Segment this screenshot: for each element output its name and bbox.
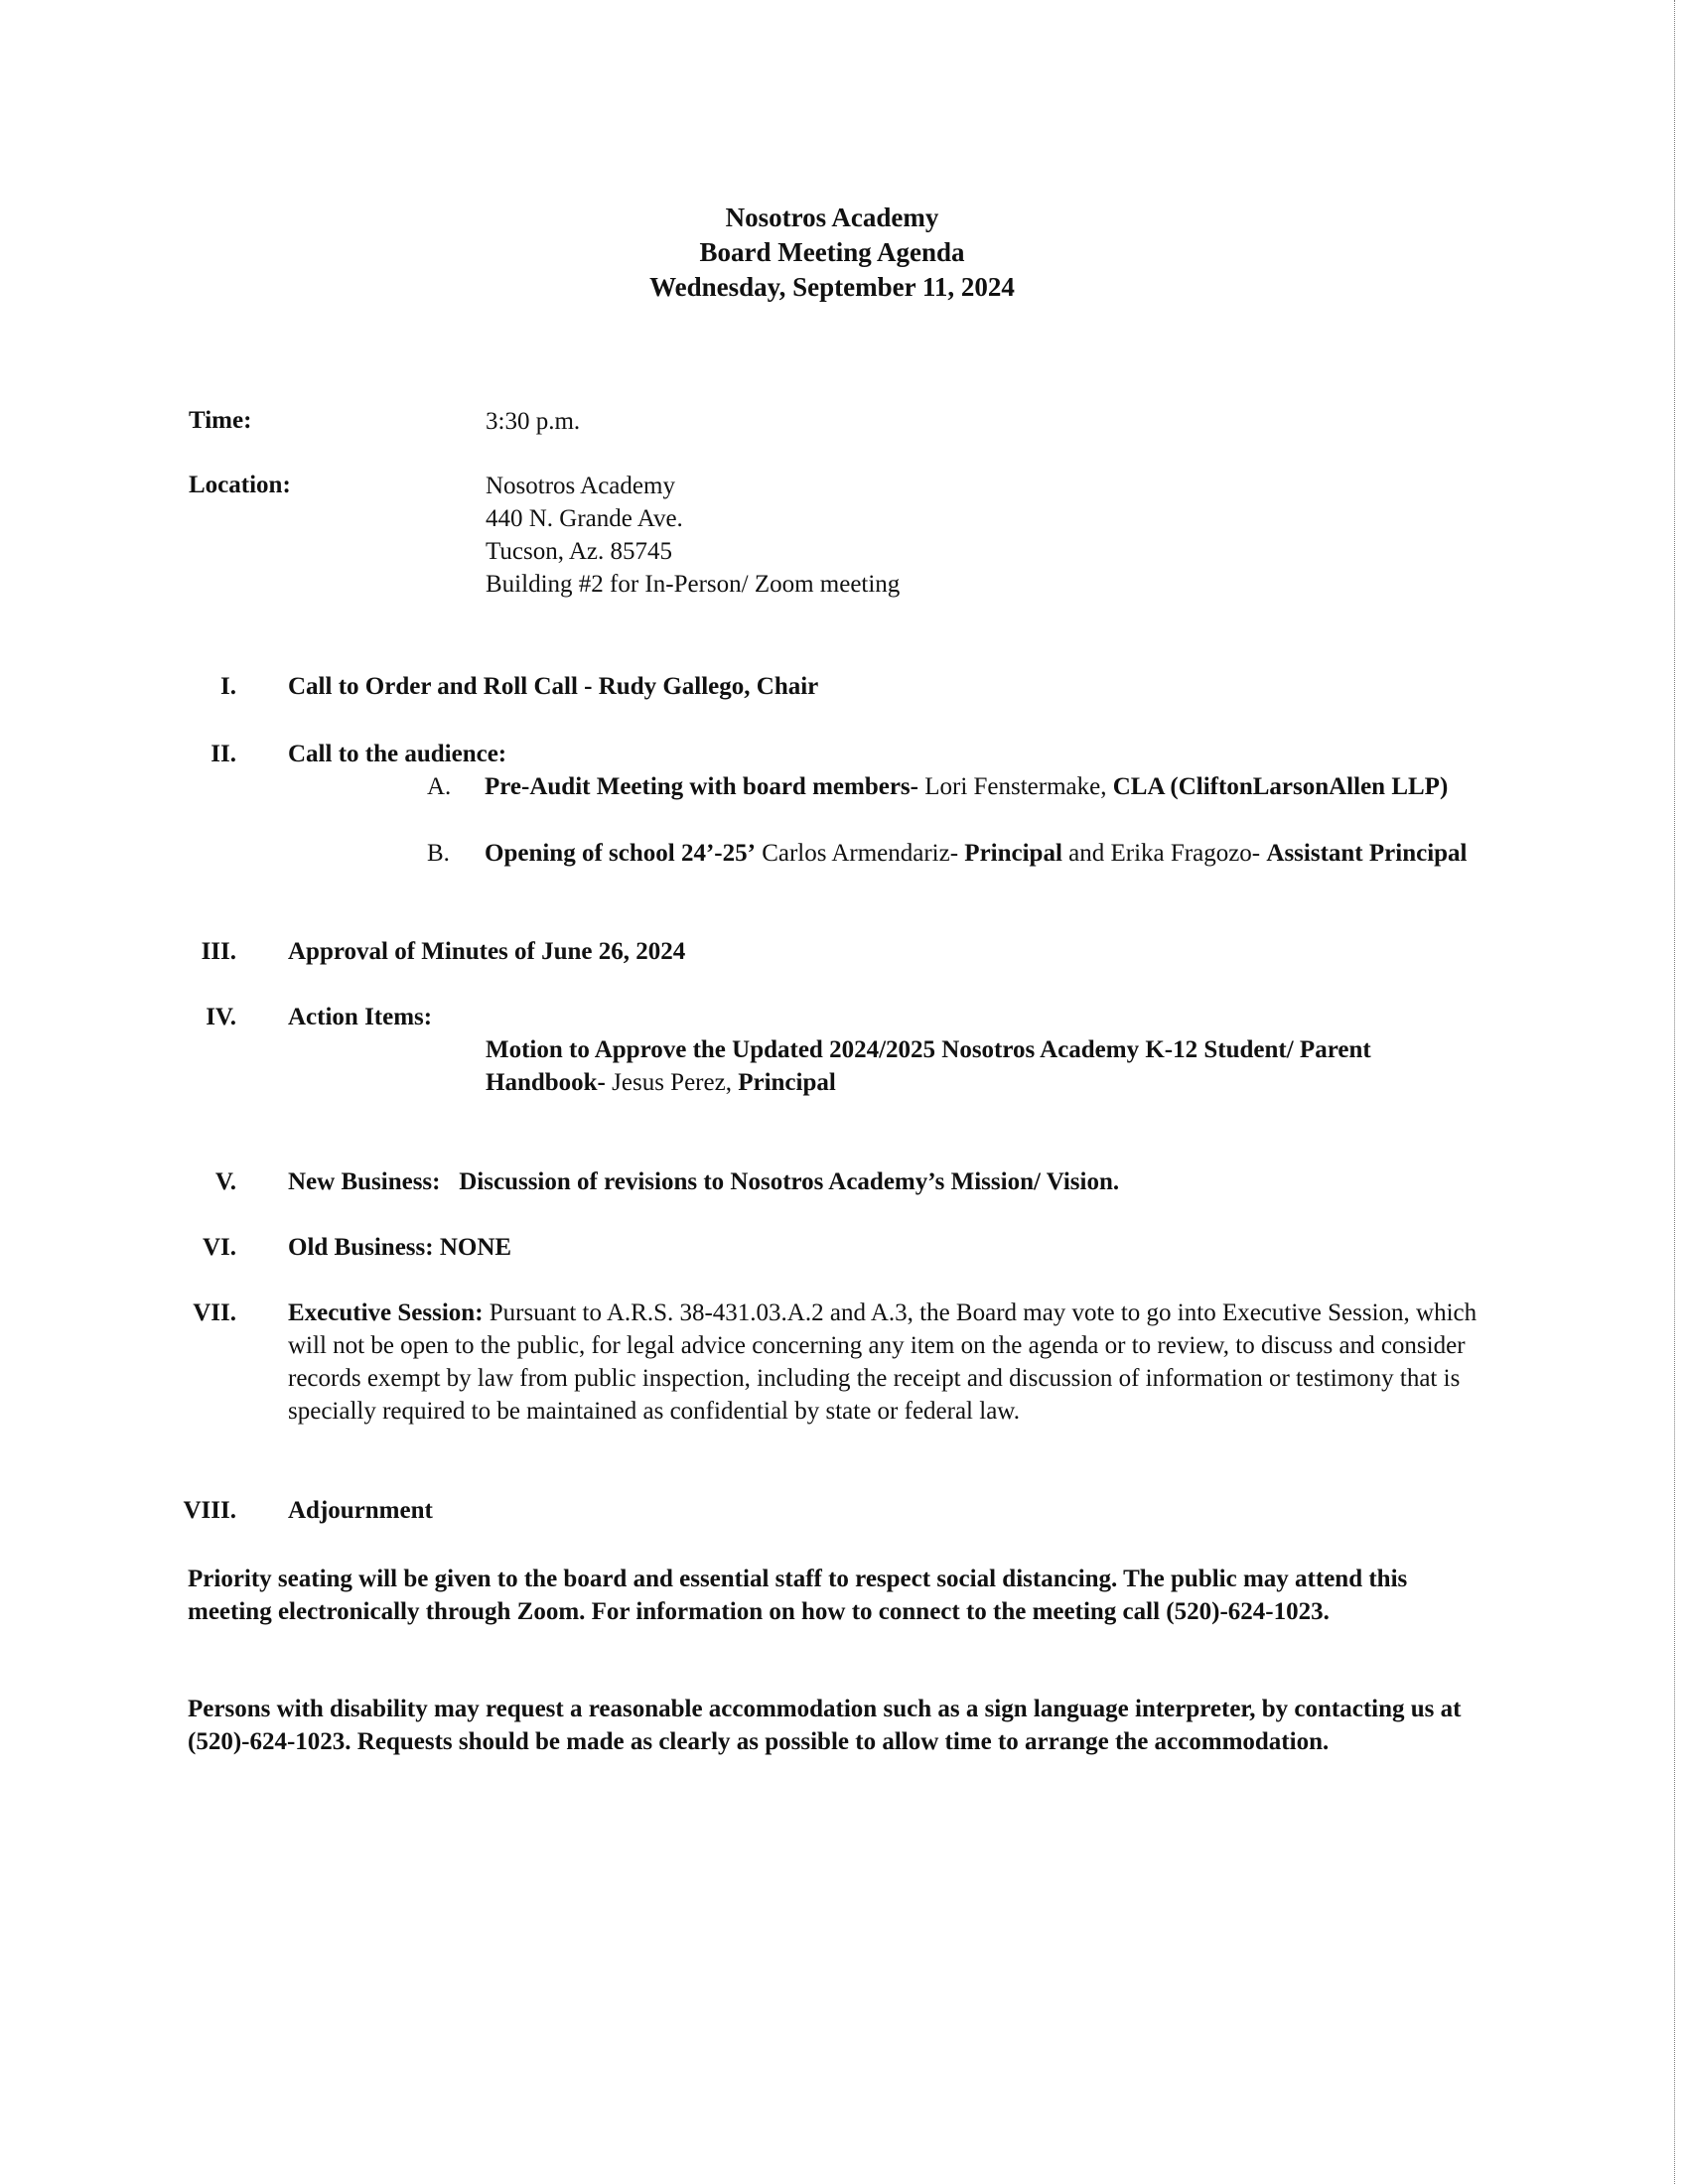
item-text: Call to Order and Roll Call - Rudy Gallego, Chair (288, 673, 819, 700)
item-number: V. (214, 1168, 236, 1195)
item-number: III. (201, 938, 236, 965)
sub-presenter: Carlos Armendariz- (755, 840, 965, 867)
item-number: VIII. (183, 1497, 236, 1524)
item-number: IV. (206, 1004, 236, 1030)
action-motion (486, 1033, 1478, 1099)
motion-text: Motion to Approve the Updated 2024/2025 Nosotros Academy K-12 Student/ Parent Handbook- (486, 1036, 1371, 1096)
time-label: Time: (189, 407, 252, 434)
sub-role: Principal (964, 840, 1062, 867)
motion-role: Principal (738, 1069, 836, 1096)
meeting-date: Wednesday, September 11, 2024 (649, 272, 1015, 302)
agenda-item-ii (169, 738, 1489, 770)
agenda-item-vii (169, 1297, 1489, 1428)
motion-presenter: Jesus Perez, (605, 1069, 739, 1096)
location-line: Building #2 for In-Person/ Zoom meeting (486, 571, 901, 598)
item-text: Action Items: (288, 1004, 433, 1030)
disability-notice: Persons with disability may request a reasonable accommodation such as a sign language interpreter, by contacting us at (520)-624-1023. Requests should be made as clearly as possible to allow time to arrange the accommodation. (188, 1696, 1462, 1755)
agenda-item-v (169, 1165, 1489, 1198)
seating-notice: Priority seating will be given to the board and essential staff to respect social distancing. The public may attend this meeting electronically through Zoom. For information on how to connect to the meeting call (520)-624-1023. (188, 1566, 1408, 1625)
location-line: Nosotros Academy (486, 473, 675, 499)
sub-presenter: Lori Fenstermake, (917, 773, 1113, 800)
document-title: Board Meeting Agenda (699, 237, 965, 267)
sub-presenter-2: and Erika Fragozo- (1061, 840, 1267, 867)
agenda-subitem-ii-b (427, 837, 1479, 870)
location-line: 440 N. Grande Ave. (486, 505, 683, 532)
time-value: 3:30 p.m. (486, 408, 581, 435)
item-label: Executive Session: (288, 1299, 484, 1326)
sub-role-2: Assistant Principal (1266, 840, 1468, 867)
agenda-item-vi (169, 1231, 1489, 1264)
item-text: Old Business: NONE (288, 1234, 512, 1261)
item-number: VII. (193, 1299, 236, 1326)
sub-letter: B. (427, 840, 450, 867)
item-number: VI. (202, 1234, 236, 1261)
item-text: Approval of Minutes of June 26, 2024 (288, 938, 686, 965)
item-text: Pursuant to A.R.S. 38-431.03.A.2 and A.3, the Board may vote to go into Executive Session, which will not be open to the public, for legal advice concerning any item on the agenda or to review, to discuss and consider records exempt by law from public inspection, including the receipt and discussion of information or testimony that is specially required to be maintained as confidential by state or federal law. (288, 1299, 1477, 1425)
sub-firm: CLA (CliftonLarsonAllen LLP) (1112, 773, 1449, 800)
agenda-item-viii (169, 1494, 1489, 1527)
document-header (0, 201, 1664, 305)
location-label: Location: (189, 472, 291, 498)
location-line: Tucson, Az. 85745 (486, 538, 672, 565)
item-label: New Business: (288, 1168, 441, 1195)
item-text: Discussion of revisions to Nosotros Academy’s Mission/ Vision. (459, 1168, 1120, 1195)
org-name: Nosotros Academy (725, 203, 939, 232)
item-number: I. (220, 673, 236, 700)
agenda-item-iv (169, 1001, 1489, 1033)
item-text: Call to the audience: (288, 741, 507, 767)
sub-topic: Opening of school 24’-25’ (485, 840, 756, 867)
item-text: Adjournment (288, 1497, 433, 1524)
agenda-item-i (169, 670, 1489, 703)
sub-letter: A. (427, 773, 452, 800)
agenda-subitem-ii-a (427, 770, 1479, 803)
sub-topic: Pre-Audit Meeting with board members- (485, 773, 918, 800)
item-number: II. (211, 741, 236, 767)
scan-edge-line (1674, 0, 1676, 2184)
location-value (486, 470, 900, 601)
agenda-item-iii (169, 935, 1489, 968)
